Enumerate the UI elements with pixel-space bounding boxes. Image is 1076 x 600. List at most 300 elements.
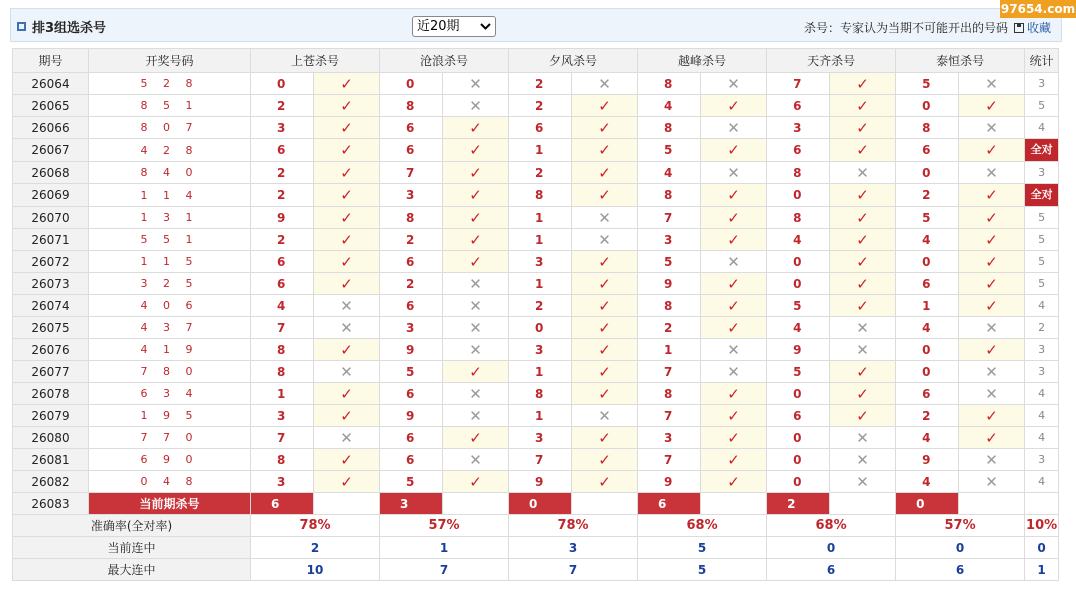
cross-icon: ✕ bbox=[469, 340, 482, 359]
summary-label: 最大连中 bbox=[13, 559, 251, 581]
check-icon: ✓ bbox=[469, 186, 482, 204]
stat-cell: 3 bbox=[1025, 73, 1059, 95]
period-select[interactable] bbox=[412, 16, 496, 37]
kill-number-cell: 1 bbox=[509, 207, 572, 229]
check-icon: ✓ bbox=[985, 96, 998, 115]
hit-cell bbox=[830, 273, 896, 295]
kill-number-cell: 4 bbox=[896, 427, 959, 449]
check-icon: ✓ bbox=[469, 141, 482, 159]
miss-cell bbox=[701, 361, 767, 383]
kill-number-cell: 3 bbox=[638, 229, 701, 251]
stat-cell: 4 bbox=[1025, 471, 1059, 493]
kill-number-cell: 1 bbox=[251, 383, 314, 405]
check-icon: ✓ bbox=[598, 186, 611, 204]
kill-number-cell: 6 bbox=[380, 117, 443, 139]
column-header-expert: 泰恒杀号 bbox=[896, 49, 1025, 73]
kill-number-cell: 7 bbox=[638, 361, 701, 383]
hit-cell bbox=[830, 361, 896, 383]
table-row bbox=[13, 273, 1059, 295]
check-icon: ✓ bbox=[727, 274, 740, 293]
hit-cell bbox=[314, 229, 380, 251]
draw-numbers-cell: 6 9 0 bbox=[89, 449, 251, 471]
stat-cell: 5 bbox=[1025, 95, 1059, 117]
miss-cell bbox=[830, 162, 896, 184]
issue-cell: 26067 bbox=[13, 139, 89, 162]
check-icon: ✓ bbox=[727, 296, 740, 315]
cross-icon: ✕ bbox=[985, 318, 998, 337]
draw-numbers-cell: 7 8 0 bbox=[89, 361, 251, 383]
miss-cell bbox=[443, 295, 509, 317]
kill-number-cell: 0 bbox=[767, 449, 830, 471]
accuracy-row bbox=[13, 515, 1059, 537]
table-row bbox=[13, 117, 1059, 139]
save-icon[interactable] bbox=[1014, 23, 1024, 33]
draw-numbers-cell: 4 2 8 bbox=[89, 139, 251, 162]
cross-icon: ✕ bbox=[727, 118, 740, 137]
kill-number-cell: 4 bbox=[767, 229, 830, 251]
table-body bbox=[13, 73, 1059, 581]
issue-cell: 26078 bbox=[13, 383, 89, 405]
kill-number-cell: 1 bbox=[509, 229, 572, 251]
miss-cell bbox=[959, 73, 1025, 95]
hit-cell bbox=[572, 95, 638, 117]
hit-cell bbox=[830, 117, 896, 139]
kill-number-note-text: 杀号：专家认为当期不可能开出的号码 bbox=[803, 21, 1008, 35]
kill-number-cell: 0 bbox=[767, 427, 830, 449]
check-icon: ✓ bbox=[856, 296, 869, 315]
hit-cell bbox=[701, 471, 767, 493]
table-header-row bbox=[13, 49, 1059, 73]
cross-icon: ✕ bbox=[598, 230, 611, 249]
check-icon: ✓ bbox=[469, 163, 482, 182]
check-icon: ✓ bbox=[340, 186, 353, 204]
kill-number-cell: 3 bbox=[251, 117, 314, 139]
cross-icon: ✕ bbox=[340, 296, 353, 315]
check-icon: ✓ bbox=[340, 340, 353, 359]
check-icon: ✓ bbox=[856, 274, 869, 293]
miss-cell bbox=[314, 427, 380, 449]
draw-numbers-cell: 1 1 5 bbox=[89, 251, 251, 273]
table-row bbox=[13, 427, 1059, 449]
favorite-link[interactable]: 收藏 bbox=[1026, 21, 1051, 35]
issue-cell: 26070 bbox=[13, 207, 89, 229]
miss-cell bbox=[959, 383, 1025, 405]
hit-cell bbox=[443, 117, 509, 139]
draw-numbers-cell: 5 5 1 bbox=[89, 229, 251, 251]
check-icon: ✓ bbox=[727, 230, 740, 249]
issue-cell: 26075 bbox=[13, 317, 89, 339]
miss-cell bbox=[443, 273, 509, 295]
kill-number-cell: 8 bbox=[638, 73, 701, 95]
kill-number-cell: 7 bbox=[380, 162, 443, 184]
top-bar bbox=[10, 8, 1062, 42]
miss-cell bbox=[959, 117, 1025, 139]
hit-cell bbox=[701, 295, 767, 317]
kill-number-cell: 8 bbox=[251, 449, 314, 471]
check-icon: ✓ bbox=[856, 230, 869, 249]
kill-number-cell: 1 bbox=[896, 295, 959, 317]
kill-number-cell: 8 bbox=[638, 383, 701, 405]
check-icon: ✓ bbox=[598, 274, 611, 293]
table-row bbox=[13, 162, 1059, 184]
check-icon: ✓ bbox=[598, 362, 611, 381]
kill-number-cell: 8 bbox=[896, 117, 959, 139]
column-header-expert: 天齐杀号 bbox=[767, 49, 896, 73]
column-header-issue: 期号 bbox=[13, 49, 89, 73]
hit-cell bbox=[572, 139, 638, 162]
kill-number-cell: 2 bbox=[251, 95, 314, 117]
hit-cell bbox=[830, 184, 896, 207]
cross-icon: ✕ bbox=[469, 296, 482, 315]
issue-cell: 26071 bbox=[13, 229, 89, 251]
check-icon: ✓ bbox=[856, 96, 869, 115]
miss-cell bbox=[830, 317, 896, 339]
empty-cell bbox=[701, 493, 767, 515]
hit-cell bbox=[443, 139, 509, 162]
hit-cell bbox=[959, 295, 1025, 317]
hit-cell bbox=[314, 471, 380, 493]
kill-number-cell: 3 bbox=[380, 184, 443, 207]
kill-number-cell: 8 bbox=[638, 295, 701, 317]
kill-number-cell: 3 bbox=[509, 339, 572, 361]
summary-value: 7 bbox=[380, 559, 509, 581]
issue-cell: 26081 bbox=[13, 449, 89, 471]
kill-number-cell: 3 bbox=[767, 117, 830, 139]
kill-number-cell: 5 bbox=[638, 139, 701, 162]
cross-icon: ✕ bbox=[856, 472, 869, 491]
miss-cell bbox=[572, 405, 638, 427]
kill-number-cell: 6 bbox=[896, 273, 959, 295]
hit-cell bbox=[701, 383, 767, 405]
hit-cell bbox=[572, 273, 638, 295]
check-icon: ✓ bbox=[598, 252, 611, 271]
current-kill-number: 6 bbox=[638, 493, 701, 515]
miss-cell bbox=[830, 339, 896, 361]
issue-cell: 26065 bbox=[13, 95, 89, 117]
kill-number-cell: 7 bbox=[638, 405, 701, 427]
hit-cell bbox=[959, 184, 1025, 207]
check-icon: ✓ bbox=[340, 450, 353, 469]
cross-icon: ✕ bbox=[856, 450, 869, 469]
miss-cell bbox=[443, 449, 509, 471]
check-icon: ✓ bbox=[727, 406, 740, 425]
hit-cell bbox=[572, 449, 638, 471]
check-icon: ✓ bbox=[598, 118, 611, 137]
hit-cell bbox=[572, 117, 638, 139]
check-icon: ✓ bbox=[469, 118, 482, 137]
hit-cell bbox=[701, 207, 767, 229]
empty-cell bbox=[443, 493, 509, 515]
hit-cell bbox=[830, 95, 896, 117]
hit-cell bbox=[959, 251, 1025, 273]
kill-number-cell: 6 bbox=[509, 117, 572, 139]
cross-icon: ✕ bbox=[469, 406, 482, 425]
kill-number-cell: 2 bbox=[509, 73, 572, 95]
draw-numbers-cell: 4 0 6 bbox=[89, 295, 251, 317]
kill-number-cell: 2 bbox=[380, 229, 443, 251]
check-icon: ✓ bbox=[340, 141, 353, 159]
miss-cell bbox=[572, 207, 638, 229]
hit-cell bbox=[830, 73, 896, 95]
summary-value: 0 bbox=[896, 537, 1025, 559]
kill-number-cell: 6 bbox=[380, 427, 443, 449]
cross-icon: ✕ bbox=[469, 450, 482, 469]
hit-cell bbox=[959, 139, 1025, 162]
cross-icon: ✕ bbox=[727, 340, 740, 359]
kill-number-cell: 0 bbox=[380, 73, 443, 95]
kill-number-cell: 6 bbox=[251, 273, 314, 295]
kill-number-cell: 9 bbox=[638, 471, 701, 493]
cross-icon: ✕ bbox=[985, 384, 998, 403]
check-icon: ✓ bbox=[985, 252, 998, 271]
cross-icon: ✕ bbox=[340, 318, 353, 337]
check-icon: ✓ bbox=[727, 208, 740, 227]
current-kill-number: 0 bbox=[896, 493, 959, 515]
issue-cell: 26079 bbox=[13, 405, 89, 427]
table-row bbox=[13, 383, 1059, 405]
hit-cell bbox=[572, 295, 638, 317]
hit-cell bbox=[443, 427, 509, 449]
all-correct-badge: 全对 bbox=[1025, 184, 1058, 206]
summary-value: 6 bbox=[767, 559, 896, 581]
kill-number-cell: 9 bbox=[380, 339, 443, 361]
hit-cell bbox=[572, 471, 638, 493]
hit-cell bbox=[830, 405, 896, 427]
kill-number-cell: 8 bbox=[767, 162, 830, 184]
kill-number-cell: 3 bbox=[638, 427, 701, 449]
summary-value: 2 bbox=[251, 537, 380, 559]
check-icon: ✓ bbox=[598, 384, 611, 403]
check-icon: ✓ bbox=[727, 96, 740, 115]
kill-number-cell: 4 bbox=[896, 229, 959, 251]
hit-cell bbox=[959, 273, 1025, 295]
kill-number-cell: 0 bbox=[509, 317, 572, 339]
kill-number-cell: 5 bbox=[896, 207, 959, 229]
stat-cell: 4 bbox=[1025, 117, 1059, 139]
table-row bbox=[13, 449, 1059, 471]
draw-numbers-cell: 5 2 8 bbox=[89, 73, 251, 95]
max-streak-row bbox=[13, 559, 1059, 581]
cross-icon: ✕ bbox=[727, 362, 740, 381]
kill-number-cell: 6 bbox=[767, 139, 830, 162]
check-icon: ✓ bbox=[469, 428, 482, 447]
stat-cell bbox=[1025, 184, 1059, 207]
check-icon: ✓ bbox=[598, 472, 611, 491]
kill-number-cell: 2 bbox=[509, 95, 572, 117]
kill-number-cell: 0 bbox=[767, 184, 830, 207]
miss-cell bbox=[959, 471, 1025, 493]
column-header-expert: 沧浪杀号 bbox=[380, 49, 509, 73]
check-icon: ✓ bbox=[985, 406, 998, 425]
kill-number-cell: 2 bbox=[509, 162, 572, 184]
kill-number-cell: 8 bbox=[509, 383, 572, 405]
miss-cell bbox=[701, 251, 767, 273]
summary-value: 78% bbox=[509, 515, 638, 537]
hit-cell bbox=[314, 339, 380, 361]
summary-value: 7 bbox=[509, 559, 638, 581]
check-icon: ✓ bbox=[340, 384, 353, 403]
table-row bbox=[13, 317, 1059, 339]
kill-number-cell: 3 bbox=[251, 471, 314, 493]
issue-cell: 26069 bbox=[13, 184, 89, 207]
hit-cell bbox=[572, 184, 638, 207]
hit-cell bbox=[314, 449, 380, 471]
kill-number-cell: 6 bbox=[767, 405, 830, 427]
hit-cell bbox=[830, 251, 896, 273]
draw-numbers-cell: 4 3 7 bbox=[89, 317, 251, 339]
cross-icon: ✕ bbox=[985, 362, 998, 381]
kill-number-cell: 6 bbox=[380, 251, 443, 273]
hit-cell bbox=[443, 471, 509, 493]
miss-cell bbox=[572, 229, 638, 251]
kill-number-cell: 2 bbox=[251, 184, 314, 207]
hit-cell bbox=[701, 317, 767, 339]
table-row bbox=[13, 229, 1059, 251]
column-header-expert: 夕风杀号 bbox=[509, 49, 638, 73]
kill-number-cell: 6 bbox=[380, 383, 443, 405]
issue-cell: 26072 bbox=[13, 251, 89, 273]
kill-number-cell: 6 bbox=[380, 295, 443, 317]
kill-number-cell: 8 bbox=[251, 339, 314, 361]
kill-number-cell: 0 bbox=[896, 361, 959, 383]
cross-icon: ✕ bbox=[985, 472, 998, 491]
chevron-down-icon bbox=[475, 23, 495, 30]
check-icon: ✓ bbox=[469, 208, 482, 227]
kill-number-cell: 0 bbox=[767, 383, 830, 405]
kill-number-cell: 4 bbox=[251, 295, 314, 317]
period-select-value: 近20期 bbox=[417, 19, 460, 34]
hit-cell bbox=[314, 95, 380, 117]
miss-cell bbox=[701, 117, 767, 139]
check-icon: ✓ bbox=[985, 296, 998, 315]
hit-cell bbox=[830, 207, 896, 229]
kill-number-cell: 1 bbox=[509, 361, 572, 383]
check-icon: ✓ bbox=[727, 450, 740, 469]
column-header-draw: 开奖号码 bbox=[89, 49, 251, 73]
summary-value: 3 bbox=[509, 537, 638, 559]
draw-numbers-cell: 1 3 1 bbox=[89, 207, 251, 229]
check-icon: ✓ bbox=[340, 406, 353, 425]
kill-number-cell: 4 bbox=[638, 95, 701, 117]
kill-number-cell: 1 bbox=[509, 405, 572, 427]
hit-cell bbox=[572, 339, 638, 361]
miss-cell bbox=[314, 361, 380, 383]
stat-cell: 3 bbox=[1025, 162, 1059, 184]
kill-number-cell: 2 bbox=[380, 273, 443, 295]
cross-icon: ✕ bbox=[856, 318, 869, 337]
miss-cell bbox=[314, 317, 380, 339]
kill-number-cell: 2 bbox=[896, 405, 959, 427]
stat-cell: 3 bbox=[1025, 449, 1059, 471]
kill-number-cell: 2 bbox=[251, 162, 314, 184]
hit-cell bbox=[701, 273, 767, 295]
check-icon: ✓ bbox=[985, 208, 998, 227]
summary-value: 68% bbox=[638, 515, 767, 537]
check-icon: ✓ bbox=[856, 406, 869, 425]
cross-icon: ✕ bbox=[469, 384, 482, 403]
kill-number-cell: 0 bbox=[767, 251, 830, 273]
cross-icon: ✕ bbox=[727, 252, 740, 271]
draw-numbers-cell: 3 2 5 bbox=[89, 273, 251, 295]
summary-stat: 0 bbox=[1025, 537, 1059, 559]
kill-number-cell: 8 bbox=[638, 184, 701, 207]
check-icon: ✓ bbox=[340, 274, 353, 293]
check-icon: ✓ bbox=[469, 230, 482, 249]
hit-cell bbox=[314, 162, 380, 184]
miss-cell bbox=[701, 162, 767, 184]
stat-cell: 4 bbox=[1025, 405, 1059, 427]
check-icon: ✓ bbox=[340, 472, 353, 491]
draw-numbers-cell: 8 5 1 bbox=[89, 95, 251, 117]
check-icon: ✓ bbox=[598, 296, 611, 315]
stat-cell bbox=[1025, 139, 1059, 162]
miss-cell bbox=[443, 95, 509, 117]
miss-cell bbox=[701, 339, 767, 361]
kill-number-cell: 6 bbox=[380, 139, 443, 162]
table-row bbox=[13, 361, 1059, 383]
table-row bbox=[13, 207, 1059, 229]
hit-cell bbox=[701, 229, 767, 251]
table-row bbox=[13, 295, 1059, 317]
kill-number-cell: 8 bbox=[767, 207, 830, 229]
summary-stat: 1 bbox=[1025, 559, 1059, 581]
hit-cell bbox=[959, 207, 1025, 229]
kill-number-cell: 4 bbox=[896, 471, 959, 493]
summary-value: 0 bbox=[767, 537, 896, 559]
kill-number-cell: 5 bbox=[767, 361, 830, 383]
hit-cell bbox=[959, 339, 1025, 361]
miss-cell bbox=[959, 449, 1025, 471]
summary-value: 78% bbox=[251, 515, 380, 537]
check-icon: ✓ bbox=[727, 428, 740, 447]
miss-cell bbox=[314, 295, 380, 317]
check-icon: ✓ bbox=[985, 274, 998, 293]
issue-cell: 26074 bbox=[13, 295, 89, 317]
cross-icon: ✕ bbox=[340, 362, 353, 381]
check-icon: ✓ bbox=[598, 318, 611, 337]
hit-cell bbox=[314, 405, 380, 427]
kill-number-cell: 0 bbox=[896, 339, 959, 361]
hit-cell bbox=[443, 251, 509, 273]
summary-value: 68% bbox=[767, 515, 896, 537]
summary-label: 当前连中 bbox=[13, 537, 251, 559]
check-icon: ✓ bbox=[856, 141, 869, 159]
cross-icon: ✕ bbox=[856, 340, 869, 359]
kill-number-cell: 6 bbox=[896, 383, 959, 405]
kill-number-cell: 5 bbox=[638, 251, 701, 273]
cross-icon: ✕ bbox=[727, 74, 740, 93]
hit-cell bbox=[830, 139, 896, 162]
table-row bbox=[13, 339, 1059, 361]
table-row bbox=[13, 184, 1059, 207]
stat-cell bbox=[1025, 493, 1059, 515]
hit-cell bbox=[443, 162, 509, 184]
cross-icon: ✕ bbox=[985, 118, 998, 137]
check-icon: ✓ bbox=[985, 141, 998, 159]
summary-value: 57% bbox=[896, 515, 1025, 537]
kill-number-cell: 6 bbox=[251, 139, 314, 162]
check-icon: ✓ bbox=[598, 141, 611, 159]
current-period-row bbox=[13, 493, 1059, 515]
kill-number-cell: 7 bbox=[638, 207, 701, 229]
miss-cell bbox=[443, 383, 509, 405]
issue-cell: 26082 bbox=[13, 471, 89, 493]
check-icon: ✓ bbox=[727, 472, 740, 491]
check-icon: ✓ bbox=[985, 230, 998, 249]
check-icon: ✓ bbox=[469, 472, 482, 491]
summary-value: 10 bbox=[251, 559, 380, 581]
kill-number-cell: 3 bbox=[251, 405, 314, 427]
